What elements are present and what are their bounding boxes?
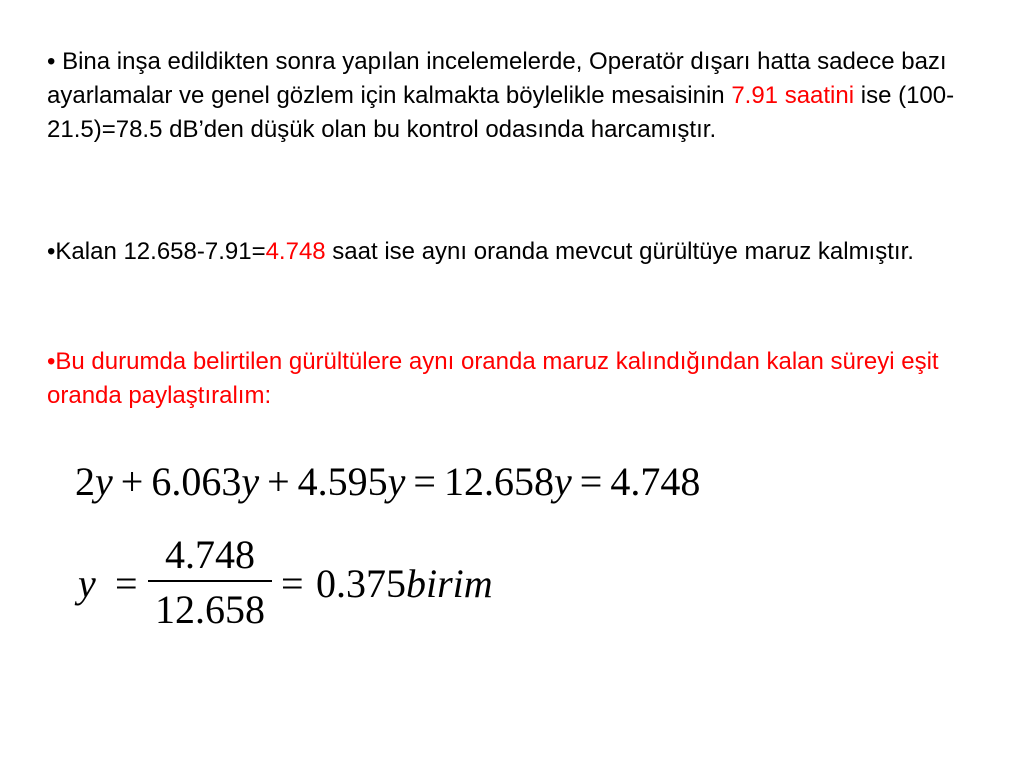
right-hand-side: 4.748	[610, 459, 701, 504]
coefficient: 6.063	[151, 459, 242, 504]
equals-sign: =	[115, 561, 138, 606]
plus-sign: +	[120, 459, 144, 504]
variable-y: y	[78, 561, 96, 606]
numerator: 4.748	[165, 532, 255, 577]
equals-sign: =	[413, 459, 436, 504]
coefficient: 12.658	[443, 459, 554, 504]
denominator: 12.658	[155, 587, 265, 632]
equation-sum	[75, 460, 700, 504]
fraction-bar	[148, 580, 272, 582]
paragraph-text: saat ise aynı oranda mevcut gürültüye maruz kalmıştır.	[325, 238, 914, 265]
equation-solution	[78, 533, 598, 643]
paragraph-remaining-time	[47, 235, 997, 269]
variable-y: y	[553, 459, 572, 504]
paragraph-text: •Bu durumda belirtilen gürültülere aynı oranda maruz kalındığından kalan süreyi eşit oranda paylaştıralım:	[47, 348, 939, 409]
coefficient: 2	[75, 459, 95, 504]
equals-sign: =	[579, 459, 603, 504]
variable-y: y	[387, 459, 406, 504]
paragraph-text: • Bina inşa edildikten sonra yapılan incelemelerde, Operatör dışarı hatta sadece bazı ayarlamalar ve genel gözlem için kalmakta böylelikle mesaisinin	[47, 48, 947, 109]
paragraph-operator-time	[47, 45, 997, 147]
paragraph-distribution	[47, 345, 997, 413]
coefficient: 4.595	[297, 459, 388, 504]
fraction	[148, 533, 272, 632]
highlight-hours: 7.91 saatini	[731, 82, 855, 109]
result-number: 0.375	[316, 561, 406, 606]
plus-sign: +	[267, 459, 290, 504]
paragraph-text: •Kalan 12.658-7.91=	[47, 238, 266, 265]
equals-sign: =	[281, 561, 304, 606]
result-value	[316, 562, 493, 606]
variable-y: y	[241, 459, 260, 504]
highlight-remaining: 4.748	[265, 238, 326, 265]
result-unit: birim	[406, 561, 493, 606]
variable-y: y	[95, 459, 113, 504]
paragraph-text: ise (100-21.5)=78.5 dB’den düşük olan bu kontrol odasında harcamıştır.	[47, 82, 955, 143]
